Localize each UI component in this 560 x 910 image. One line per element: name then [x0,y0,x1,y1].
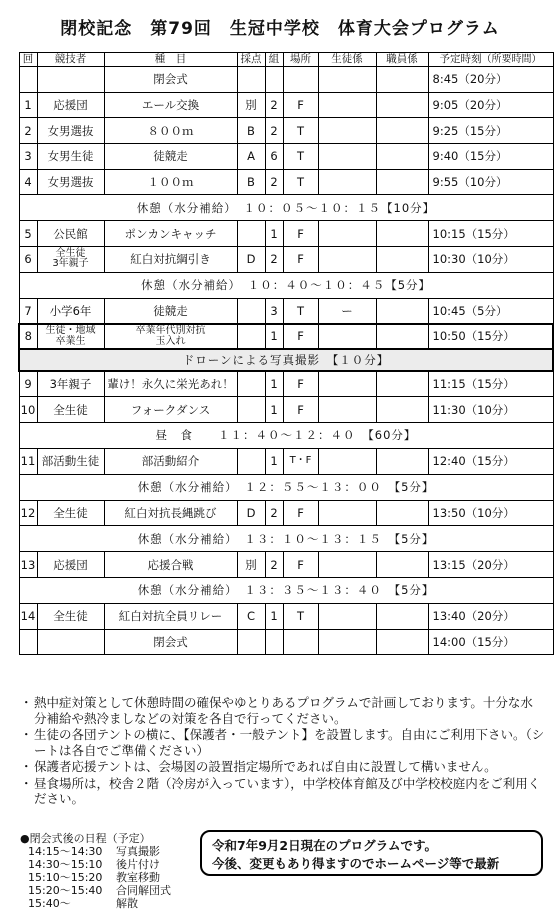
cell-staff [376,67,428,93]
note-text: 生徒の各団テントの横に、【保護者・一般テント】を設置します。自由にご利用下さい。（シートは各自でご準備ください） [34,727,545,758]
cell-competitor: 全生徒 3年親子 [37,247,104,273]
cell-event: 応援合戦 [104,552,237,578]
cell-competitor: 女男選抜 [37,118,104,144]
cell-competitor: 応援団 [37,552,104,578]
cell-num: 5 [19,221,37,247]
cell-staff [376,371,428,397]
cell-student-staff [318,552,376,578]
cell-student-staff [318,67,376,93]
break-row [19,474,553,500]
note-item [20,727,545,758]
schedule-label: 写真撮影 [116,845,160,858]
cell-time: 10:15（15分） [428,221,553,247]
cell-staff [376,603,428,629]
cell-event: 閉会式 [104,67,237,93]
cell-place: F [283,247,318,273]
cell-place: T [283,298,318,324]
header-group: 組 [265,53,283,67]
schedule-item [20,845,220,858]
notice-box [200,830,543,876]
header-scorer: 採点 [237,53,265,67]
program-row [19,298,553,324]
cell-place: F [283,552,318,578]
cell-group: 1 [265,397,283,423]
cell-student-staff [318,500,376,526]
cell-event: ポンカンキャッチ [104,221,237,247]
program-row [19,144,553,170]
program-row [19,92,553,118]
cell-scorer [237,397,265,423]
schedule-item [20,858,220,871]
cell-student-staff: ー [318,298,376,324]
cell-student-staff [318,118,376,144]
schedule-label: 教室移動 [116,871,160,884]
cell-place: F [283,397,318,423]
cell-staff [376,92,428,118]
cell-event: 閉会式 [104,629,237,655]
cell-group: 1 [265,603,283,629]
bullet-icon: ・ [20,695,33,710]
cell-place: F [283,221,318,247]
cell-scorer: C [237,603,265,629]
post-ceremony-schedule [20,832,220,910]
cell-staff [376,144,428,170]
cell-staff [376,324,428,349]
cell-time: 9:55（10分） [428,169,553,195]
header-num: 回 [19,53,37,67]
schedule-item [20,897,220,910]
cell-event: ８００ｍ [104,118,237,144]
cell-time: 13:50（10分） [428,500,553,526]
cell-group: 2 [265,247,283,273]
cell-competitor: 生徒・地域 卒業生 [37,324,104,349]
program-row [19,629,553,655]
cell-place: T [283,603,318,629]
program-row [19,397,553,423]
cell-scorer [237,221,265,247]
cell-staff [376,118,428,144]
cell-time: 11:15（15分） [428,371,553,397]
cell-group: 2 [265,500,283,526]
program-row [19,118,553,144]
cell-place [283,629,318,655]
cell-scorer: 別 [237,552,265,578]
bullet-icon: ・ [20,727,33,742]
note-item [20,759,545,775]
cell-group [265,629,283,655]
header-staff: 職員係 [376,53,428,67]
cell-scorer [237,448,265,474]
schedule-time: 15:20～15:40 [28,884,103,897]
cell-time: 10:30（10分） [428,247,553,273]
break-row [19,422,553,448]
drone-photo-row [19,349,553,371]
notice-line-1: 令和7年9月2日現在のプログラムです。 [212,838,437,853]
cell-event: 徒競走 [104,144,237,170]
program-row [19,67,553,93]
cell-staff [376,397,428,423]
note-item [20,695,545,726]
cell-competitor: 小学6年 [37,298,104,324]
program-row [19,221,553,247]
cell-time: 9:40（15分） [428,144,553,170]
cell-place: F [283,324,318,349]
cell-student-staff [318,144,376,170]
cell-event: 紅白対抗綱引き [104,247,237,273]
note-text: 熱中症対策として休憩時間の確保やゆとりあるプログラムで計画しております。十分な水分補給や熱冷ましなどの対策を各自で行ってください。 [34,695,533,726]
break-text: 休憩（水分補給） １３：３５～１３：４０ 【5分】 [19,577,553,603]
cell-group: 1 [265,371,283,397]
bullet-icon: ・ [20,775,33,791]
cell-scorer [237,371,265,397]
note-item [20,776,545,807]
schedule-time: 15:10～15:20 [28,871,103,884]
cell-event: 卒業年代別対抗 玉入れ [104,324,237,349]
note-text: 保護者応援テントは、会場図の設置指定場所であれば自由に設置して構いません。 [34,759,497,774]
note-text: 昼食場所は，校舎２階（冷房が入っています），中学校体育館及び中学校校庭内をご利用ください。 [34,775,541,806]
cell-time: 12:40（15分） [428,448,553,474]
cell-group: 1 [265,324,283,349]
cell-num: 9 [19,371,37,397]
cell-event: 部活動紹介 [104,448,237,474]
cell-place: F [283,371,318,397]
program-row [19,552,553,578]
cell-staff [376,247,428,273]
cell-num [19,629,37,655]
cell-competitor: 公民館 [37,221,104,247]
schedule-label: 合同解団式 [116,884,171,897]
cell-event: 徒競走 [104,298,237,324]
break-row [19,272,553,298]
cell-group: 3 [265,298,283,324]
program-row [19,247,553,273]
cell-time: 11:30（10分） [428,397,553,423]
cell-group: 2 [265,118,283,144]
cell-competitor: 全生徒 [37,603,104,629]
cell-place: F [283,500,318,526]
header-event: 種 目 [104,53,237,67]
cell-staff [376,500,428,526]
break-text: 昼 食 １１：４０～１２：４０ 【60分】 [19,422,553,448]
program-row [19,603,553,629]
cell-num: 3 [19,144,37,170]
cell-place: T [283,118,318,144]
drone-photo-text: ドローンによる写真撮影 【１０分】 [19,349,553,371]
cell-scorer: D [237,500,265,526]
cell-scorer [237,67,265,93]
cell-event: １００ｍ [104,169,237,195]
header-time: 予定時刻（所要時間） [428,53,553,67]
cell-group: 2 [265,92,283,118]
cell-staff [376,629,428,655]
cell-competitor [37,629,104,655]
cell-event: フォークダンス [104,397,237,423]
cell-num: 14 [19,603,37,629]
cell-student-staff [318,371,376,397]
cell-num: 10 [19,397,37,423]
cell-staff [376,448,428,474]
cell-place: T・F [283,448,318,474]
cell-staff [376,221,428,247]
cell-num: 11 [19,448,37,474]
cell-group: 2 [265,552,283,578]
cell-staff [376,552,428,578]
cell-scorer: B [237,118,265,144]
cell-student-staff [318,397,376,423]
cell-competitor: 女男生徒 [37,144,104,170]
cell-group: 1 [265,221,283,247]
cell-num: 6 [19,247,37,273]
cell-scorer: B [237,169,265,195]
bullet-icon: ・ [20,759,33,774]
break-text: 休憩（水分補給） １２：５５～１３：００ 【5分】 [19,474,553,500]
break-text: 休憩（水分補給） １３：１０～１３：１５ 【5分】 [19,526,553,552]
program-row [19,500,553,526]
cell-num: 12 [19,500,37,526]
program-table [18,52,554,655]
schedule-item [20,871,220,884]
cell-student-staff [318,629,376,655]
cell-student-staff [318,448,376,474]
cell-event: 紅白対抗長縄跳び [104,500,237,526]
schedule-item [20,884,220,897]
cell-scorer: 別 [237,92,265,118]
cell-time: 10:45（5分） [428,298,553,324]
cell-competitor: 部活動生徒 [37,448,104,474]
cell-time: 13:15（20分） [428,552,553,578]
cell-competitor: 全生徒 [37,500,104,526]
cell-scorer: D [237,247,265,273]
header-student-staff: 生徒係 [318,53,376,67]
cell-staff [376,169,428,195]
cell-group: 1 [265,448,283,474]
cell-scorer [237,324,265,349]
cell-competitor: 3年親子 [37,371,104,397]
cell-scorer [237,629,265,655]
cell-time: 8:45（20分） [428,67,553,93]
cell-num [19,67,37,93]
cell-time: 13:40（20分） [428,603,553,629]
program-row [19,448,553,474]
cell-student-staff [318,324,376,349]
cell-place: F [283,92,318,118]
cell-time: 9:05（20分） [428,92,553,118]
schedule-time: 14:30～15:10 [28,858,103,871]
page-title: 閉校記念 第79回 生冠中学校 体育大会プログラム [60,19,500,39]
break-text: 休憩（水分補給） １０：４０～１０：４５【5分】 [19,272,553,298]
header-competitor: 競技者 [37,53,104,67]
cell-event: 紅白対抗全員リレー [104,603,237,629]
cell-student-staff [318,169,376,195]
cell-place [283,67,318,93]
cell-place: T [283,144,318,170]
cell-student-staff [318,92,376,118]
schedule-time: 15:40～ [28,897,71,910]
break-row [19,526,553,552]
program-row [19,169,553,195]
header-place: 場所 [283,53,318,67]
schedule-heading: ●閉会式後の日程（予定） [20,832,151,845]
cell-student-staff [318,247,376,273]
cell-student-staff [318,221,376,247]
schedule-label: 解散 [116,897,138,910]
cell-staff [376,298,428,324]
break-row [19,195,553,221]
notice-line-2: 今後、変更もあり得ますのでホームページ等で最新 [212,856,500,871]
cell-time: 10:50（15分） [428,324,553,349]
cell-competitor [37,67,104,93]
cell-scorer [237,298,265,324]
cell-competitor: 女男選抜 [37,169,104,195]
break-row [19,577,553,603]
cell-event: 輩け！永久に栄光あれ！ [104,371,237,397]
cell-group: 2 [265,169,283,195]
cell-num: 2 [19,118,37,144]
cell-group: 6 [265,144,283,170]
cell-num: 7 [19,298,37,324]
program-row [19,324,553,349]
cell-student-staff [318,603,376,629]
table-header-row [19,53,553,67]
cell-competitor: 応援団 [37,92,104,118]
cell-group [265,67,283,93]
cell-num: 4 [19,169,37,195]
program-row [19,371,553,397]
cell-num: 1 [19,92,37,118]
cell-place: T [283,169,318,195]
cell-time: 9:25（15分） [428,118,553,144]
cell-time: 14:00（15分） [428,629,553,655]
cell-competitor: 全生徒 [37,397,104,423]
break-text: 休憩（水分補給） １０：０５～１０：１５【10分】 [19,195,553,221]
cell-num: 8 [19,324,37,349]
cell-num: 13 [19,552,37,578]
schedule-label: 後片付け [116,858,160,871]
notes-section [20,695,545,808]
cell-scorer: A [237,144,265,170]
schedule-time: 14:15～14:30 [28,845,103,858]
cell-event: エール交換 [104,92,237,118]
